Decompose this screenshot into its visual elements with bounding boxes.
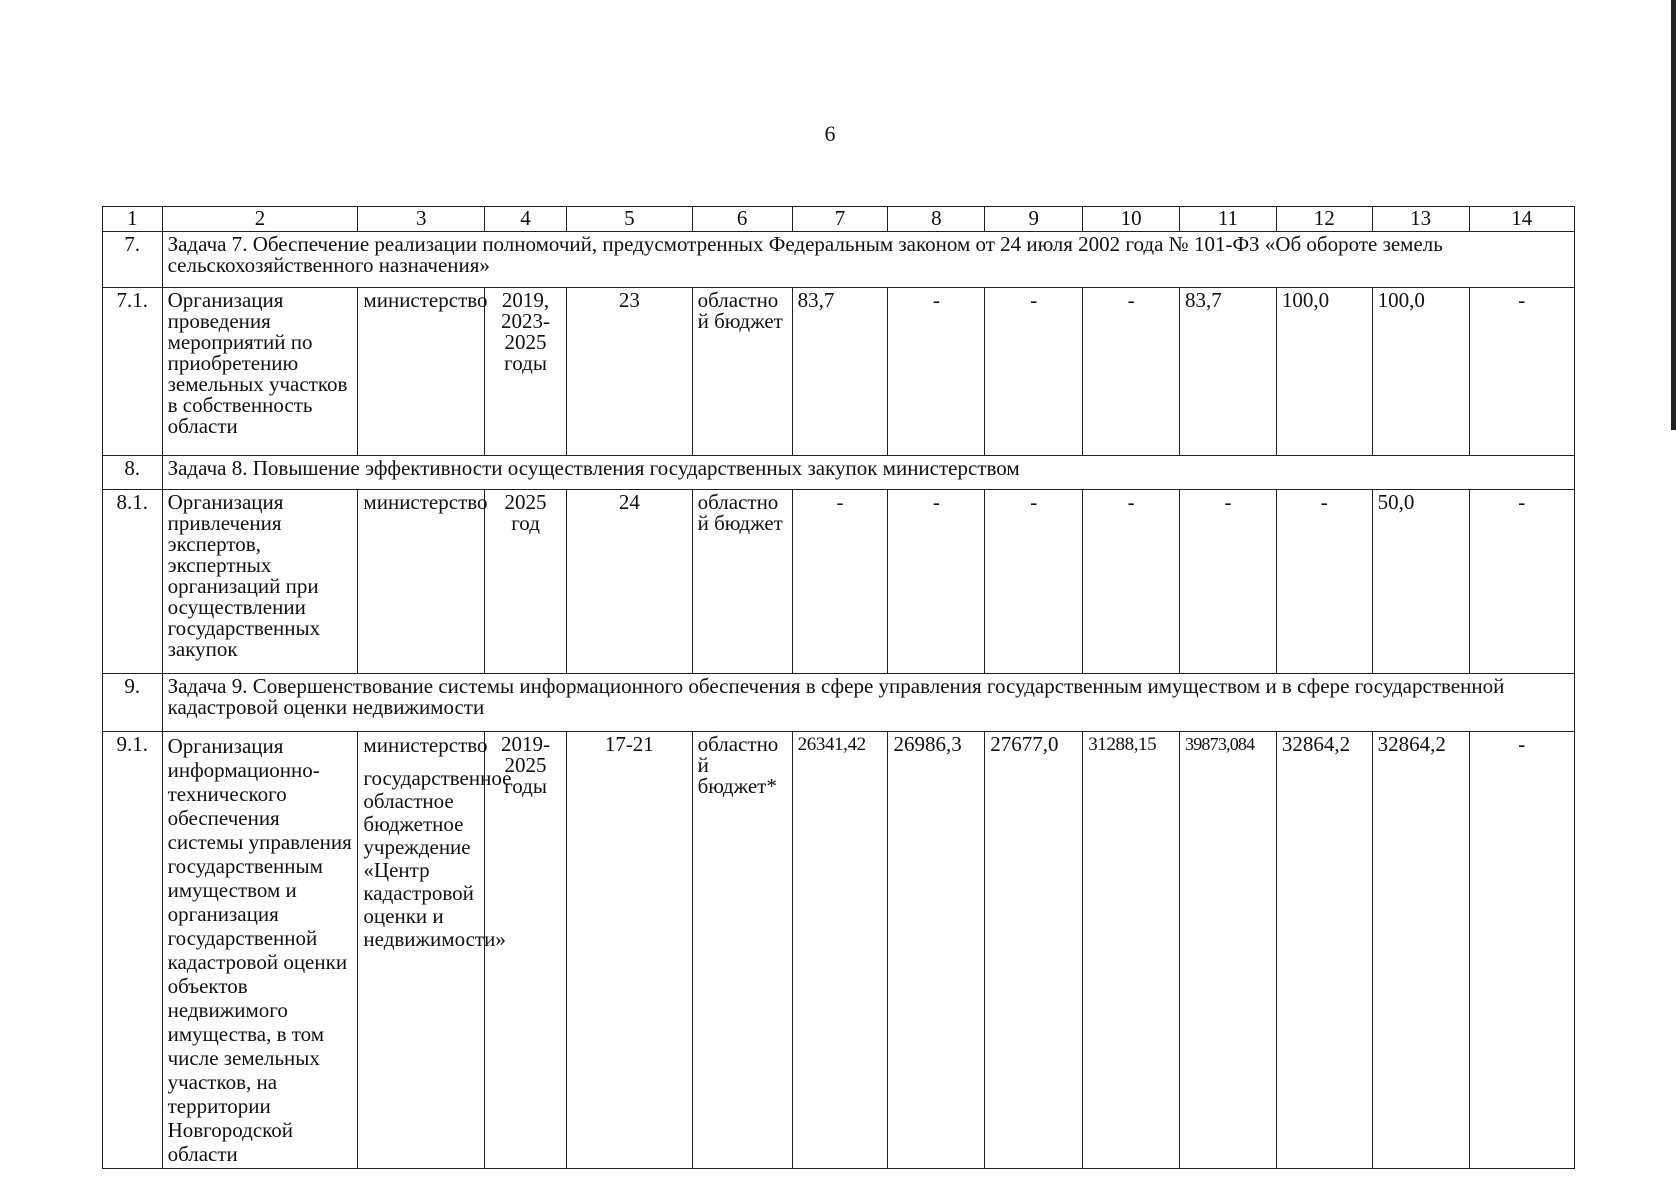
activity-row [103, 732, 1575, 1169]
value-2023: 39873,084 [1180, 732, 1277, 1169]
column-number: 10 [1083, 207, 1180, 232]
value-2024: - [1276, 490, 1372, 674]
column-number: 11 [1180, 207, 1277, 232]
activity-name: Организация информационно-технического обеспечения системы управления государственным имуществом и организация государственной кадастровой оценки объектов недвижимого имущества, в том числе земельных участков, на территории Новгородской области [162, 732, 358, 1169]
value-2020: - [888, 288, 985, 456]
period: 2025 год [485, 490, 567, 674]
period: 2019, 2023-2025 годы [485, 288, 567, 456]
task-title: Задача 7. Обеспечение реализации полномочий, предусмотренных Федеральным законом от 24 июля 2002 года № 101-ФЗ «Об обороте земель сельскохозяйственного назначения» [162, 232, 1574, 288]
task-title: Задача 9. Совершенствование системы информационного обеспечения в сфере управления государственным имуществом и в сфере государственной кадастровой оценки недвижимости [162, 674, 1574, 732]
column-number-row [103, 207, 1575, 232]
funding-source: областной бюджет* [692, 732, 792, 1169]
value-2024: 100,0 [1276, 288, 1372, 456]
column-number: 4 [485, 207, 567, 232]
value-2022: - [1083, 490, 1180, 674]
value-2019: 83,7 [792, 288, 888, 456]
value-2020: 26986,3 [888, 732, 985, 1169]
column-number: 9 [985, 207, 1083, 232]
row-number: 8. [103, 456, 163, 490]
task-title: Задача 8. Повышение эффективности осуществления государственных закупок министерством [162, 456, 1574, 490]
value-2020: - [888, 490, 985, 674]
target-indicator: 17-21 [567, 732, 693, 1169]
column-number: 14 [1469, 207, 1575, 232]
value-2022: 31288,15 [1083, 732, 1180, 1169]
activity-name: Организация проведения мероприятий по приобретению земельных участков в собственность области [162, 288, 358, 456]
column-number: 13 [1372, 207, 1469, 232]
target-indicator: 24 [567, 490, 693, 674]
activity-name: Организация привлечения экспертов, экспертных организаций при осуществлении государственных закупок [162, 490, 358, 674]
value-2019: - [792, 490, 888, 674]
task-row [103, 232, 1575, 288]
column-number: 12 [1276, 207, 1372, 232]
value-2021: - [985, 288, 1083, 456]
executor-cell [358, 732, 512, 1169]
activity-row [103, 288, 1575, 456]
value-col14: - [1469, 732, 1575, 1169]
value-2025: 32864,2 [1372, 732, 1469, 1169]
target-indicator: 23 [567, 288, 693, 456]
value-col14: - [1469, 490, 1575, 674]
page-number: 6 [824, 121, 836, 146]
row-number: 7. [103, 232, 163, 288]
period: 2019-2025 годы [485, 732, 567, 1169]
task-row [103, 456, 1575, 490]
row-number: 8.1. [103, 490, 163, 674]
value-2021: 27677,0 [985, 732, 1083, 1169]
row-number: 9.1. [103, 732, 163, 1169]
program-activities-table [102, 206, 1575, 1169]
row-number: 7.1. [103, 288, 163, 456]
executor-agency: государственное областное бюджетное учреждение «Центр кадастровой оценки и недвижимости» [363, 766, 512, 951]
activity-row [103, 490, 1575, 674]
column-number: 1 [103, 207, 163, 232]
value-col14: - [1469, 288, 1575, 456]
value-2022: - [1083, 288, 1180, 456]
value-2025: 100,0 [1372, 288, 1469, 456]
funding-source: областной бюджет [692, 288, 792, 456]
column-number: 8 [888, 207, 985, 232]
column-number: 2 [162, 207, 358, 232]
value-2024: 32864,2 [1276, 732, 1372, 1169]
value-2025: 50,0 [1372, 490, 1469, 674]
value-2021: - [985, 490, 1083, 674]
column-number: 6 [692, 207, 792, 232]
executor: министерство [358, 288, 485, 456]
row-number: 9. [103, 674, 163, 732]
value-2019: 26341,42 [792, 732, 888, 1169]
scan-edge-mark [1671, 0, 1676, 430]
column-number: 5 [567, 207, 693, 232]
column-number: 7 [792, 207, 888, 232]
value-2023: 83,7 [1180, 288, 1277, 456]
column-number: 3 [358, 207, 485, 232]
executor: министерство [363, 733, 488, 757]
funding-source: областной бюджет [692, 490, 792, 674]
executor: министерство [358, 490, 485, 674]
task-row [103, 674, 1575, 732]
value-2023: - [1180, 490, 1277, 674]
